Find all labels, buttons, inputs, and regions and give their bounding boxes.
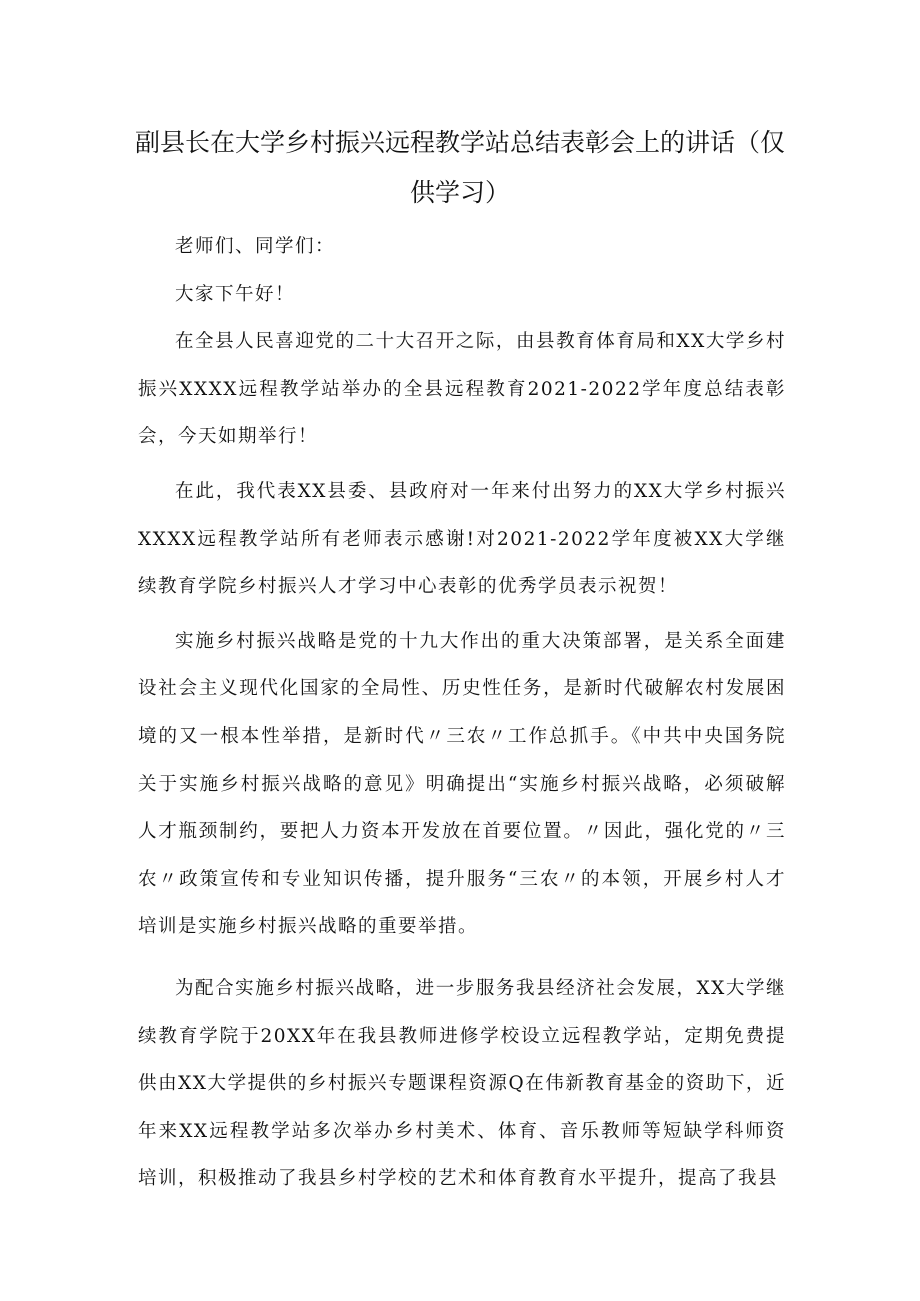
paragraph-thanks: 在此，我代表XX县委、县政府对一年来付出努力的XX大学乡村振兴XXXX远程教学站所有老师表示感谢!对2021-2022学年度被XX大学继续教育学院乡村振兴人才学习中心表彰的优秀学员表示祝贺！ [138, 480, 786, 598]
greeting: 大家下午好！ [175, 283, 296, 305]
document-body [138, 223, 786, 1203]
document-title: 副县长在大学乡村振兴远程教学站总结表彰会上的讲话（仅供学习） [134, 128, 785, 207]
paragraph-training: 为配合实施乡村振兴战略，进一步服务我县经济社会发展，XX大学继续教育学院于20XX年在我县教师进修学校设立远程教学站，定期免费提供由XX大学提供的乡村振兴专题课程资源Q在伟新教育基金的资助下，近年来XX远程教学站多次举办乡村美术、体育、音乐教师等短缺学科师资培训，积极推动了我县乡村学校的艺术和体育教育水平提升，提高了我县 [138, 977, 786, 1190]
paragraph-opening: 在全县人民喜迎党的二十大召开之际，由县教育体育局和XX大学乡村振兴XXXX远程教学站举办的全县远程教育2021-2022学年度总结表彰会，今天如期举行！ [138, 331, 786, 448]
paragraph-strategy: 实施乡村振兴战略是党的十九大作出的重大决策部署，是关系全面建设社会主义现代化国家的全局性、历史性任务，是新时代破解农村发展困境的又一根本性举措，是新时代〃三农〃工作总抓手。《中共中央国务院关于实施乡村振兴战略的意见》明确提出“实施乡村振兴战略，必须破解人才瓶颈制约，要把人力资本开发放在首要位置。〃因此，强化党的〃三农〃政策宣传和专业知识传播，提升服务“三农〃的本领，开展乡村人才培训是实施乡村振兴战略的重要举措。 [138, 630, 786, 938]
salutation: 老师们、同学们： [175, 236, 336, 257]
